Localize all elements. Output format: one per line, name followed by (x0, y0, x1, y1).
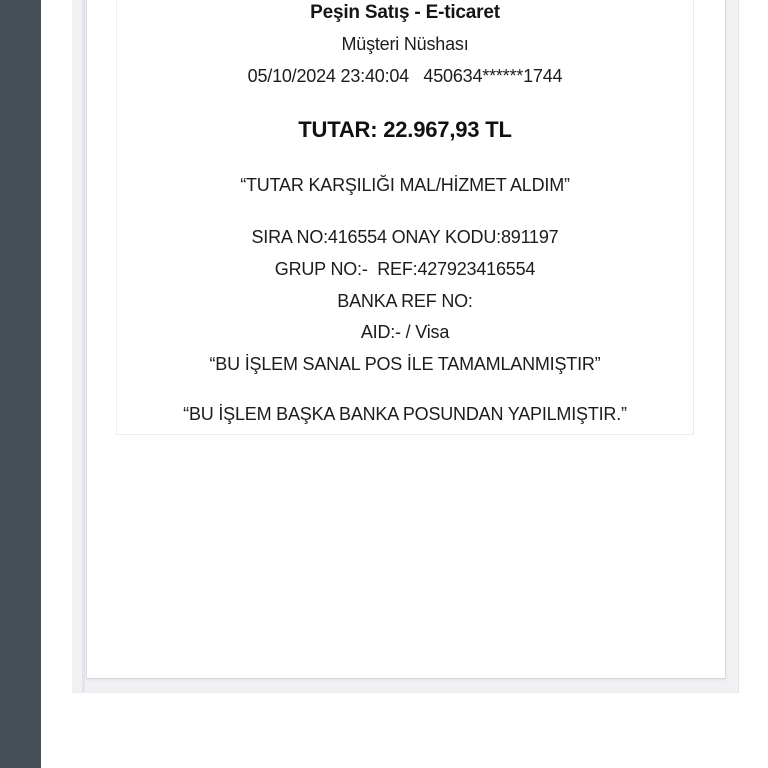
datetime-card-line: 05/10/2024 23:40:04 450634******1744 (247, 66, 563, 86)
amount-line: TUTAR: 22.967,93 TL (298, 117, 512, 142)
sira-onay-line: SIRA NO:416554 ONAY KODU:891197 (251, 227, 559, 247)
goods-received-statement: “TUTAR KARŞILIĞI MAL/HİZMET ALDIM” (240, 175, 570, 195)
aid-line: AID:- / Visa (360, 322, 450, 342)
receipt-title: Peşin Satış - E-ticaret (310, 2, 500, 23)
left-sidebar-bar (0, 0, 41, 768)
virtual-pos-note: “BU İŞLEM SANAL POS İLE TAMAMLANMIŞTIR” (209, 354, 601, 374)
other-bank-pos-note: “BU İŞLEM BAŞKA BANKA POSUNDAN YAPILMIŞTIR.” (183, 404, 627, 424)
grup-ref-line: GRUP NO:- REF:427923416554 (274, 259, 536, 279)
bank-ref-line: BANKA REF NO: (337, 291, 473, 311)
receipt-panel (116, 0, 694, 435)
copy-label: Müşteri Nüshası (341, 34, 469, 54)
